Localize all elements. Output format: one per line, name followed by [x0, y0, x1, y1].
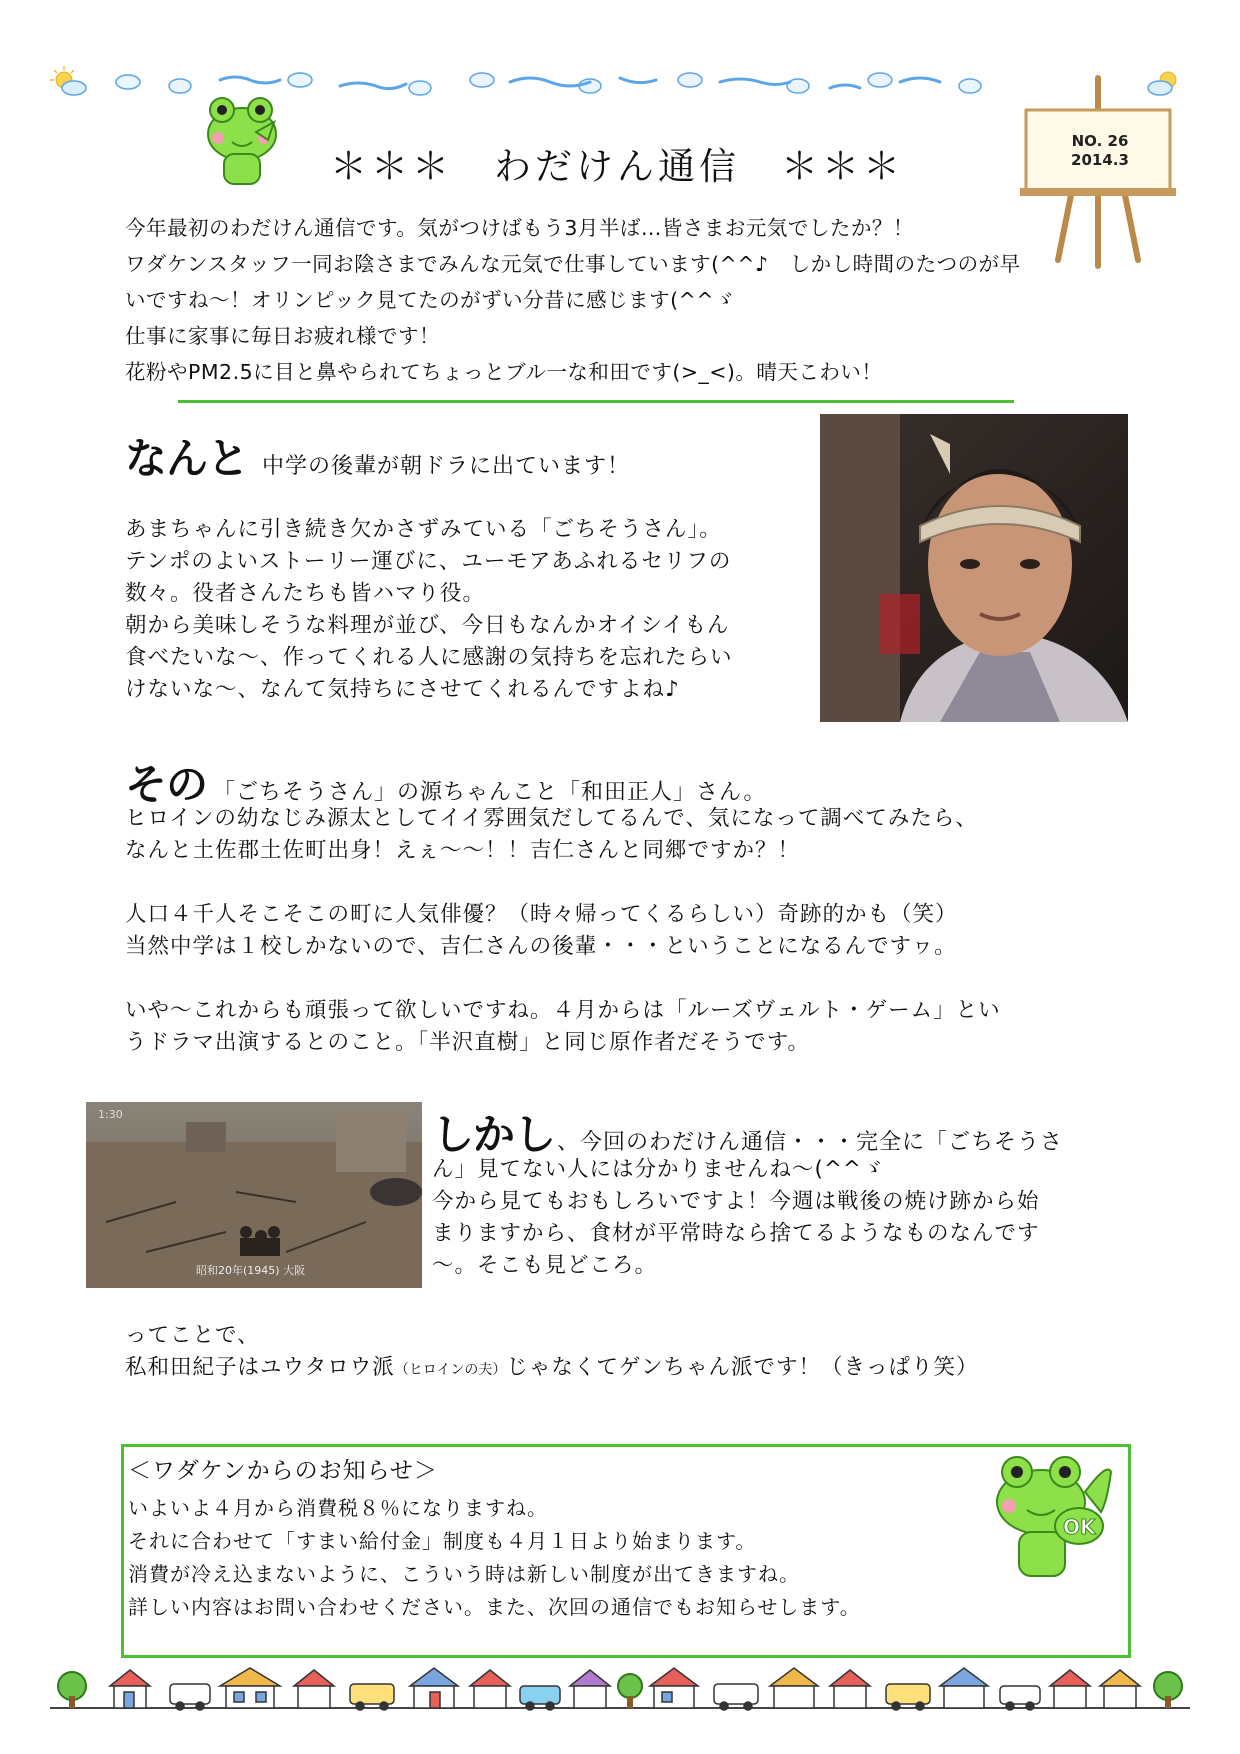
body-line: まりますから、食材が平常時なら捨てるようなものなんです	[432, 1221, 1040, 1246]
frog-ok-icon	[985, 1452, 1115, 1584]
section1-subheading: 中学の後輩が朝ドラに出ています！	[262, 454, 631, 479]
section2-subheading: 「ごちそうさん」の源ちゃんこと「和田正人」さん。	[213, 780, 767, 805]
page-title: ＊＊＊ わだけん通信 ＊＊＊	[330, 145, 904, 188]
notice-line: いよいよ４月から消費税８％になりますね。	[128, 1496, 548, 1520]
body-line: あまちゃんに引き続き欠かさずみている「ごちそうさん」。	[125, 517, 722, 542]
closing-line2-a: 私和田紀子はユウタロウ派	[125, 1355, 395, 1380]
closing-text	[125, 1320, 1135, 1386]
notice-body	[128, 1492, 998, 1624]
body-line: 数々。役者さんたちも皆ハマり役。	[125, 581, 486, 606]
body-line: 朝から美味しそうな料理が並び、今日もなんかオイシイもん	[125, 613, 730, 638]
house-icon	[110, 1670, 150, 1708]
divider	[178, 400, 1014, 403]
section3-lead: しかし	[432, 1110, 556, 1159]
issue-number: NO. 26	[1071, 132, 1129, 150]
tree-icon	[58, 1672, 86, 1708]
photo-caption: 昭和20年(1945) 大阪	[196, 1264, 306, 1277]
body-line: 食べたいな～、作ってくれる人に感謝の気持ちを忘れたらい	[125, 645, 733, 670]
section2-body	[125, 803, 1135, 1059]
sun-icon	[50, 66, 86, 95]
body-line: なんと土佐郡土佐町出身！えぇ～～！！吉仁さんと同郷ですか？！	[125, 838, 801, 863]
body-line: テンポのよいストーリー運びに、ユーモアあふれるセリフの	[125, 549, 732, 574]
closing-line2-b: じゃなくてゲンちゃん派です！（きっぱり笑）	[506, 1355, 979, 1380]
issue-label	[1050, 132, 1150, 170]
section3-body	[432, 1154, 1132, 1282]
body-line: 今から見てもおもしろいですよ！今週は戦後の焼け跡から始	[432, 1189, 1040, 1214]
section3-first-line: 、今回のわだけん通信・・・完全に「ごちそうさ	[557, 1130, 1064, 1155]
postwar-ruins-photo	[86, 1102, 422, 1288]
section1-body	[125, 514, 815, 706]
body-line: うドラマ出演するとのこと。「半沢直樹」と同じ原作者だそうです。	[125, 1030, 811, 1055]
intro-line: いですね～！オリンピック見てたのがずい分昔に感じます(^^ゞ	[125, 288, 736, 312]
body-line: ヒロインの幼なじみ源太としてイイ雰囲気だしてるんで、気になって調べてみたら、	[125, 806, 978, 831]
section3-heading	[432, 1102, 1063, 1162]
actor-portrait-photo	[820, 414, 1128, 722]
ok-badge-text: OK	[1063, 1515, 1096, 1539]
body-line: 人口４千人そこそこの町に人気俳優？（時々帰ってくるらしい）奇跡的かも（笑）	[125, 902, 958, 927]
frog-mascot-icon	[196, 92, 288, 192]
notice-line: 詳しい内容はお問い合わせください。また、次回の通信でもお知らせします。	[128, 1595, 861, 1619]
intro-line: 花粉やPM2.5に目と鼻やられてちょっとブル一な和田です(>_<)。晴天こわい！	[125, 360, 883, 384]
intro-text	[125, 210, 1125, 390]
body-line: けないな～、なんて気持ちにさせてくれるんですよね♪	[125, 677, 680, 702]
bottom-town-border	[50, 1656, 1190, 1736]
photo-timestamp: 1:30	[98, 1108, 123, 1121]
body-line: いや～これからも頑張って欲しいですね。４月からは「ルーズヴェルト・ゲーム」とい	[125, 998, 1001, 1023]
notice-title: ＜ワダケンからのお知らせ＞	[128, 1458, 438, 1484]
intro-line: 仕事に家事に毎日お疲れ様です！	[125, 324, 440, 348]
closing-line1: ってことで、	[125, 1323, 260, 1348]
section1-heading	[125, 426, 630, 486]
notice-line: 消費が冷え込まないように、こういう時は新しい制度が出てきますね。	[128, 1562, 800, 1586]
body-line: ん」見てない人には分かりませんね～(^^ゞ	[432, 1157, 885, 1182]
section2-lead: その	[125, 760, 208, 809]
intro-line: 今年最初のわだけん通信です。気がつけばもう3月半ば…皆さまお元気でしたか？！	[125, 216, 914, 240]
notice-line: それに合わせて「すまい給付金」制度も４月１日より始まります。	[128, 1529, 757, 1553]
closing-note: （ヒロインの夫）	[394, 1362, 507, 1378]
section1-lead: なんと	[125, 434, 249, 483]
intro-line: ワダケンスタッフ一同お陰さまでみんな元気で仕事しています(^^♪ しかし時間のたつのが早	[125, 252, 1021, 276]
issue-date: 2014.3	[1071, 151, 1129, 169]
closing-line2	[125, 1352, 1135, 1386]
body-line: ～。そこも見どころ。	[432, 1253, 658, 1278]
body-line: 当然中学は１校しかないので、吉仁さんの後輩・・・ということになるんですヮ。	[125, 934, 957, 959]
